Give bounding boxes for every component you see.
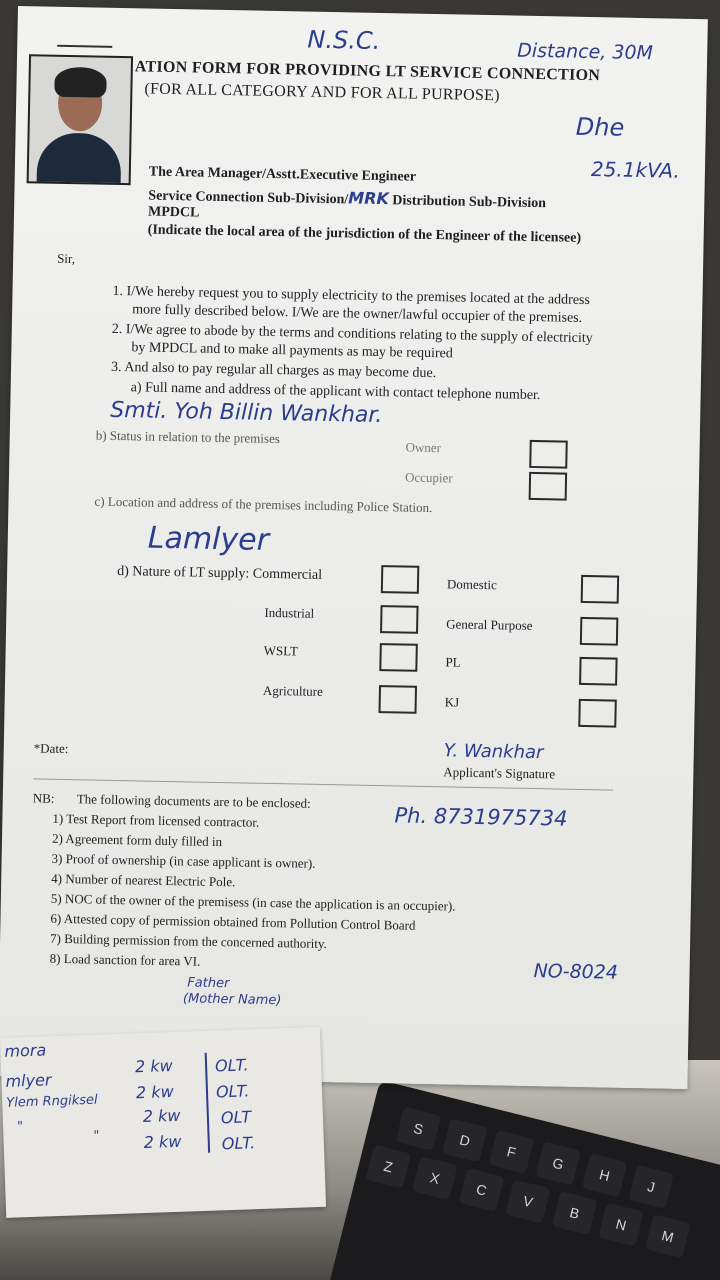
note-4: 4) Number of nearest Electric Pole.: [51, 870, 236, 890]
checkbox-pl[interactable]: [579, 657, 618, 686]
key-s: S: [396, 1107, 442, 1151]
checkbox-occupier[interactable]: [529, 472, 568, 501]
label-industrial: Industrial: [264, 604, 315, 621]
note-6: 6) Attested copy of permission obtained from Pollution Control Board: [50, 910, 416, 933]
key-c: C: [459, 1168, 505, 1212]
note-5: 5) NOC of the owner of the premisess (in case the application is an occupier).: [50, 890, 456, 914]
label-wslt: WSLT: [263, 642, 299, 659]
checkbox-wslt[interactable]: [379, 643, 418, 672]
hand-nsc: N.S.C.: [307, 25, 381, 55]
slip-kw-2: 2 kw: [135, 1081, 174, 1103]
label-date: *Date:: [33, 740, 69, 757]
hand-applicant-name: Smti. Yoh Billin Wankhar.: [110, 397, 383, 429]
slip-left-3: Ylem Rngiksel: [6, 1092, 98, 1111]
hand-father: Father: [187, 975, 230, 992]
slip-kw-1: 2 kw: [134, 1055, 174, 1077]
address-line-2: [148, 185, 546, 213]
address-line-2b: Distribution Sub-Division: [388, 193, 547, 212]
key-h: H: [582, 1153, 628, 1197]
label-pl: PL: [445, 654, 461, 670]
notes-intro: The following documents are to be enclosed:: [76, 791, 311, 811]
application-form: [0, 6, 708, 1089]
slip-divider: [205, 1053, 210, 1153]
label-occupier: Occupier: [404, 469, 453, 486]
key-x: X: [412, 1156, 458, 1200]
para-2b: by MPDCL and to make all payments as may be required: [131, 340, 453, 362]
para-1a: 1. I/We hereby request you to supply electricity to the premises located at the address: [112, 283, 591, 309]
slip-left-4: ": [16, 1119, 24, 1135]
nb-label: NB:: [32, 790, 55, 806]
checkbox-general-purpose[interactable]: [580, 617, 619, 646]
address-line-1: The Area Manager/Asstt.Executive Engineer: [148, 164, 417, 185]
label-d: d) Nature of LT supply: Commercial: [117, 564, 323, 583]
checkbox-owner[interactable]: [529, 440, 568, 469]
applicant-photo: [27, 54, 133, 185]
hand-signature: Y. Wankhar: [443, 740, 544, 764]
form-title: ATION FORM FOR PROVIDING LT SERVICE CONNECTION: [134, 58, 601, 85]
address-line-4: (Indicate the local area of the jurisdiction of the Engineer of the licensee): [147, 222, 582, 246]
label-b: b) Status in relation to the premises: [95, 427, 281, 447]
hand-distance: Distance, 30M: [517, 39, 654, 65]
key-z: Z: [366, 1145, 412, 1189]
hand-initial: Dhe: [575, 112, 625, 142]
hand-mother-name: (Mother Name): [182, 991, 282, 1009]
slip-olt-1: OLT.: [214, 1055, 249, 1076]
label-c: c) Location and address of the premises including Police Station.: [94, 493, 433, 516]
hand-load: 25.1kVA.: [590, 157, 681, 183]
label-kj: KJ: [444, 694, 460, 710]
hand-location: Lamlyer: [147, 520, 270, 558]
slip-left-5: ": [93, 1128, 100, 1144]
slip-olt-4: OLT.: [221, 1133, 256, 1154]
label-domestic: Domestic: [446, 576, 497, 593]
address-line-2a: Service Connection Sub-Division/: [148, 188, 349, 208]
note-slip: [0, 1027, 326, 1218]
label-agriculture: Agriculture: [262, 682, 323, 699]
slip-kw-4: 2 kw: [143, 1131, 182, 1153]
checkbox-industrial[interactable]: [380, 605, 419, 634]
label-general-purpose: General Purpose: [446, 616, 533, 633]
note-7: 7) Building permission from the concerned authority.: [49, 930, 327, 952]
key-f: F: [489, 1130, 535, 1174]
key-d: D: [442, 1118, 488, 1162]
checkbox-commercial[interactable]: [381, 565, 420, 594]
checkbox-agriculture[interactable]: [378, 685, 417, 714]
photo-rule: [57, 45, 112, 48]
note-1: 1) Test Report from licensed contractor.: [52, 810, 260, 830]
hand-phone: Ph. 8731975734: [394, 803, 568, 831]
para-3: 3. And also to pay regular all charges as may become due.: [110, 359, 437, 382]
salutation: Sir,: [57, 250, 76, 267]
para-1b: more fully described below. I/We are the owner/lawful occupier of the premises.: [132, 302, 583, 326]
note-3: 3) Proof of ownership (in case applicant is owner).: [51, 850, 316, 871]
label-signature: Applicant's Signature: [443, 764, 556, 782]
slip-olt-2: OLT.: [215, 1081, 250, 1102]
form-subtitle: (FOR ALL CATEGORY AND FOR ALL PURPOSE): [144, 80, 500, 105]
hand-subdivision: MRK: [348, 188, 390, 209]
note-8: 8) Load sanction for area VI.: [49, 950, 201, 969]
slip-olt-3: OLT: [220, 1107, 252, 1128]
para-2a: 2. I/We agree to abode by the terms and conditions relating to the supply of electricity: [111, 321, 593, 347]
key-g: G: [535, 1142, 581, 1186]
hand-no: NO-8024: [533, 960, 619, 984]
key-n: N: [598, 1203, 644, 1247]
checkbox-kj[interactable]: [578, 699, 617, 728]
address-line-3: MPDCL: [147, 204, 200, 221]
slip-left-1: mora: [4, 1040, 47, 1061]
note-2: 2) Agreement form duly filled in: [51, 830, 223, 850]
key-v: V: [505, 1179, 551, 1223]
slip-kw-3: 2 kw: [142, 1105, 181, 1127]
key-b: B: [552, 1191, 598, 1235]
label-a: a) Full name and address of the applicant with contact telephone number.: [130, 380, 541, 404]
key-m: M: [645, 1214, 691, 1258]
checkbox-domestic[interactable]: [581, 575, 620, 604]
slip-left-2: mlyer: [5, 1070, 52, 1091]
key-j: J: [628, 1165, 674, 1209]
label-owner: Owner: [405, 439, 442, 456]
